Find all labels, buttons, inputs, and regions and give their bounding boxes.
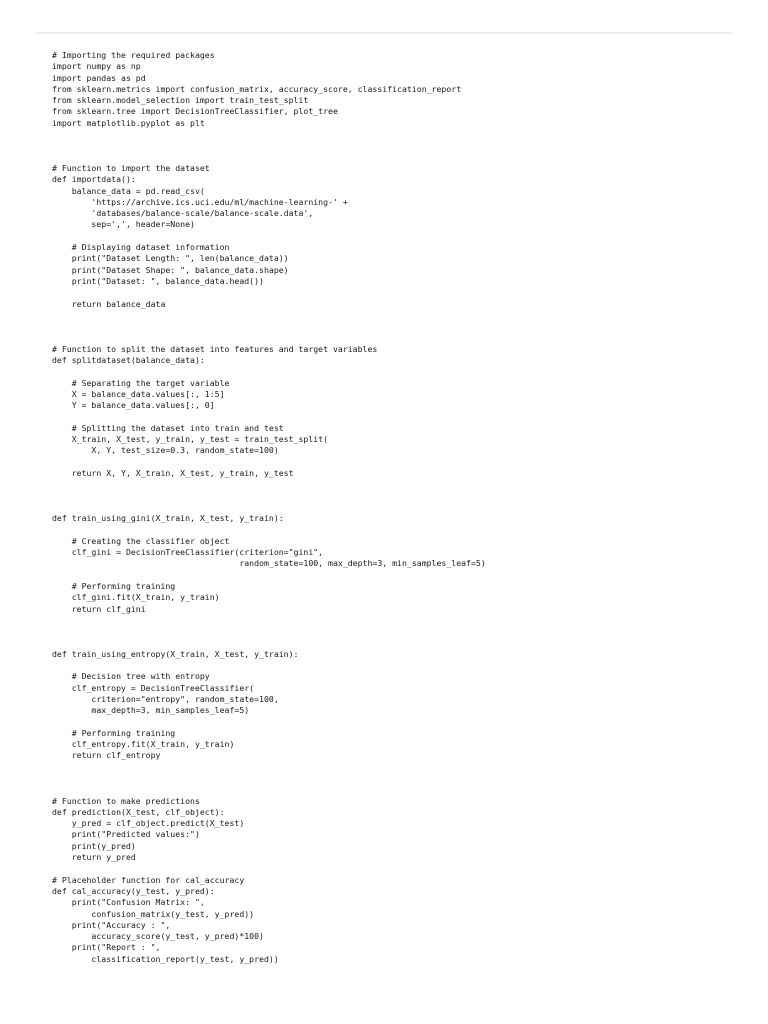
- code-line: # Displaying dataset information: [52, 242, 230, 253]
- code-line: return balance_data: [52, 298, 166, 309]
- code-line: [52, 231, 742, 242]
- code-line: return clf_gini: [52, 603, 146, 614]
- code-line: clf_entropy.fit(X_train, y_train): [52, 739, 235, 750]
- code-line: # Performing training: [52, 727, 176, 738]
- code-line: accuracy_score(y_test, y_pred)*100): [52, 931, 264, 942]
- code-line: def importdata():: [52, 174, 136, 185]
- code-line: [52, 332, 742, 343]
- code-line: from sklearn.model_selection import train_test_split: [52, 95, 309, 106]
- code-line: [52, 615, 742, 626]
- code-line: max_depth=3, min_samples_leaf=5): [52, 705, 250, 716]
- code-line: [52, 762, 742, 773]
- code-line: [52, 502, 742, 513]
- code-line: print("Dataset Length: ", len(balance_data)): [52, 253, 289, 264]
- code-line: [52, 310, 742, 321]
- code-line: # Function to make predictions: [52, 795, 200, 806]
- code-line: return clf_entropy: [52, 750, 161, 761]
- code-line: [52, 863, 742, 874]
- code-line: [52, 321, 742, 332]
- code-line: print("Accuracy : ",: [52, 919, 171, 930]
- code-line: print(y_pred): [52, 840, 136, 851]
- code-line: import pandas as pd: [52, 72, 146, 83]
- code-line: def prediction(X_test, clf_object):: [52, 806, 225, 817]
- code-line: # Decision tree with entropy: [52, 671, 210, 682]
- code-line: [52, 287, 742, 298]
- code-line: import numpy as np: [52, 61, 141, 72]
- code-line: print("Predicted values:"): [52, 829, 200, 840]
- code-line: [52, 524, 742, 535]
- code-line: # Splitting the dataset into train and test: [52, 422, 284, 433]
- code-line: [52, 152, 742, 163]
- code-line: balance_data = pd.read_csv(: [52, 185, 205, 196]
- code-line: 'https://archive.ics.uci.edu/ml/machine-learning-' +: [52, 196, 348, 207]
- code-line: [52, 660, 742, 671]
- code-line: [52, 366, 742, 377]
- code-line: def cal_accuracy(y_test, y_pred):: [52, 885, 215, 896]
- code-line: def splitdataset(balance_data):: [52, 355, 205, 366]
- code-line: classification_report(y_test, y_pred)): [52, 953, 279, 964]
- code-line: from sklearn.metrics import confusion_matrix, accuracy_score, classification_report: [52, 83, 462, 94]
- code-line: [52, 784, 742, 795]
- code-line: clf_gini.fit(X_train, y_train): [52, 592, 220, 603]
- code-line: sep=',', header=None): [52, 219, 195, 230]
- code-line: [52, 626, 742, 637]
- code-line: print("Dataset Shape: ", balance_data.shape): [52, 264, 289, 275]
- top-divider: [36, 32, 732, 34]
- code-line: from sklearn.tree import DecisionTreeClassifier, plot_tree: [52, 106, 338, 117]
- code-line: # Creating the classifier object: [52, 535, 230, 546]
- code-line: [52, 637, 742, 648]
- code-line: def train_using_gini(X_train, X_test, y_train):: [52, 513, 284, 524]
- code-line: confusion_matrix(y_test, y_pred)): [52, 908, 255, 919]
- code-line: # Separating the target variable: [52, 377, 230, 388]
- code-line: print("Dataset: ", balance_data.head()): [52, 275, 264, 286]
- code-line: clf_gini = DecisionTreeClassifier(criterion="gini",: [52, 547, 324, 558]
- code-block: [52, 50, 742, 965]
- code-line: [52, 412, 742, 423]
- code-line: X = balance_data.values[:, 1:5]: [52, 388, 225, 399]
- code-line: print("Confusion Matrix: ",: [52, 897, 205, 908]
- code-line: # Placeholder function for cal_accuracy: [52, 874, 245, 885]
- code-line: random_state=100, max_depth=3, min_samples_leaf=5): [52, 558, 486, 569]
- code-line: return X, Y, X_train, X_test, y_train, y_test: [52, 467, 294, 478]
- code-line: # Function to split the dataset into features and target variables: [52, 343, 378, 354]
- code-line: # Performing training: [52, 580, 176, 591]
- code-line: criterion="entropy", random_state=100,: [52, 693, 279, 704]
- code-line: X_train, X_test, y_train, y_test = train_test_split(: [52, 434, 329, 445]
- code-line: clf_entropy = DecisionTreeClassifier(: [52, 682, 255, 693]
- code-line: [52, 773, 742, 784]
- code-line: [52, 570, 742, 581]
- code-line: [52, 717, 742, 728]
- code-line: X, Y, test_size=0.3, random_state=100): [52, 445, 279, 456]
- code-line: # Importing the required packages: [52, 50, 215, 60]
- code-line: [52, 491, 742, 502]
- code-line: # Function to import the dataset: [52, 162, 210, 173]
- code-line: y_pred = clf_object.predict(X_test): [52, 818, 245, 829]
- code-line: [52, 129, 742, 140]
- code-line: print("Report : ",: [52, 942, 161, 953]
- code-line: Y = balance_data.values[:, 0]: [52, 400, 215, 411]
- code-line: [52, 140, 742, 151]
- code-line: return y_pred: [52, 852, 136, 863]
- code-line: [52, 479, 742, 490]
- code-line: 'databases/balance-scale/balance-scale.data',: [52, 208, 314, 219]
- code-line: [52, 457, 742, 468]
- code-line: import matplotlib.pyplot as plt: [52, 117, 205, 128]
- code-line: def train_using_entropy(X_train, X_test, y_train):: [52, 648, 299, 659]
